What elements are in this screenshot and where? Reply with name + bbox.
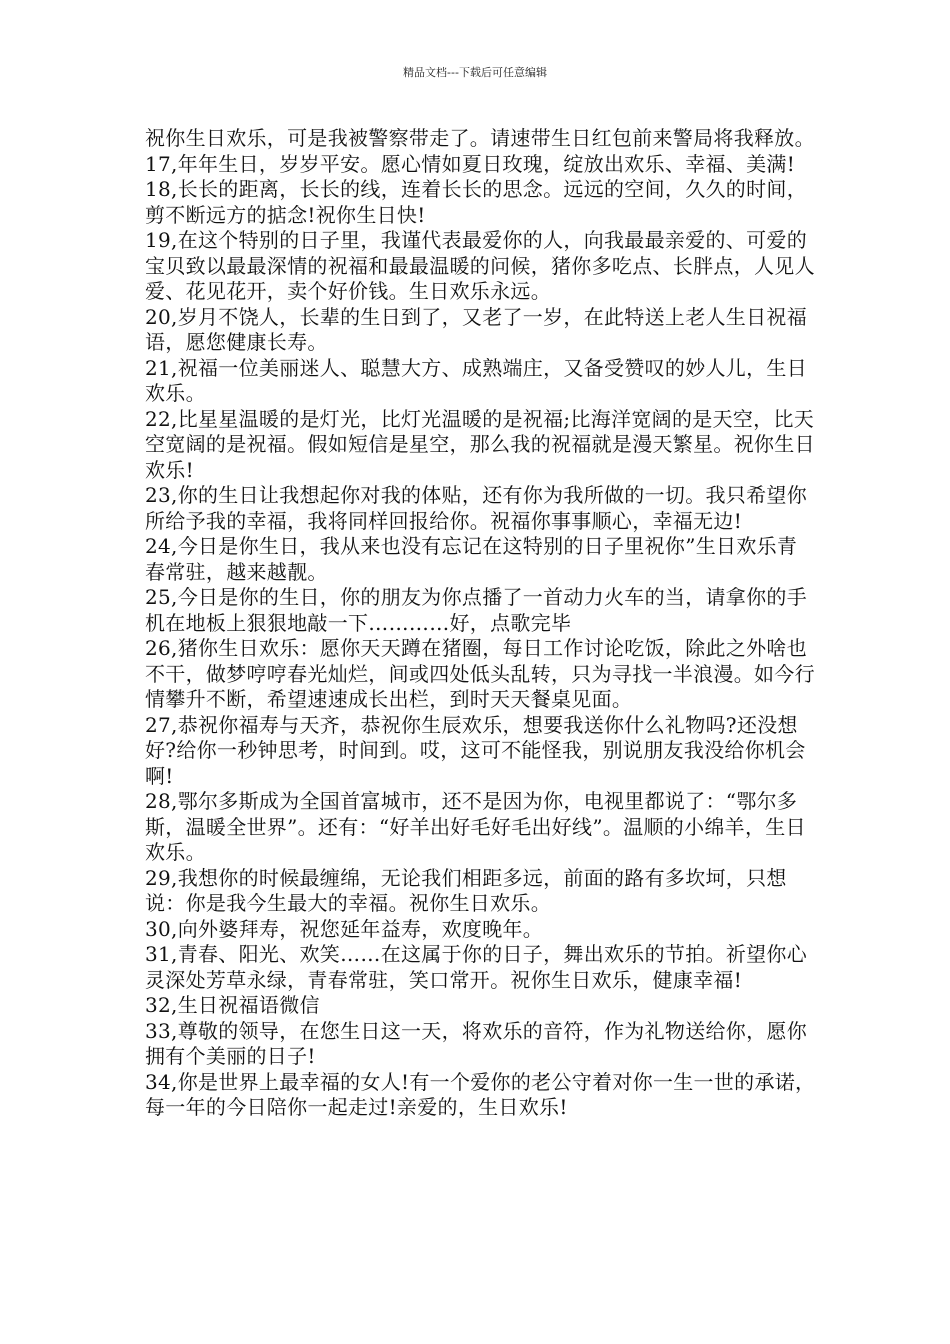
paragraph-21: 21,祝福一位美丽迷人、聪慧大方、成熟端庄，又备受赞叹的妙人儿，生日欢乐。: [145, 355, 808, 405]
paragraph-25: 25,今日是你的生日，你的朋友为你点播了一首动力火车的当，请拿你的手机在地板上狠狠地敲一下…………好，点歌完毕: [145, 585, 808, 635]
paragraph-33: 33,尊敬的领导，在您生日这一天，将欢乐的音符，作为礼物送给你，愿你拥有个美丽的日子!: [145, 1018, 808, 1068]
paragraph-30: 30,向外婆拜寿，祝您延年益寿，欢度晚年。: [145, 916, 544, 941]
paragraph-17: 17,年年生日，岁岁平安。愿心情如夏日玫瑰，绽放出欢乐、幸福、美满!: [145, 151, 796, 176]
paragraph-23: 23,你的生日让我想起你对我的体贴，还有你为我所做的一切。我只希望你所给予我的幸福，我将同样回报给你。祝福你事事顺心，幸福无边!: [145, 483, 808, 533]
paragraph-19: 19,在这个特别的日子里，我谨代表最爱你的人，向我最最亲爱的、可爱的宝贝致以最最深情的祝福和最最温暖的问候，猪你多吃点、长胖点，人见人爱、花见花开，卖个好价钱。生日欢乐永远。: [145, 228, 815, 303]
document-body: [145, 126, 817, 1121]
paragraph-20: 20,岁月不饶人，长辈的生日到了，又老了一岁，在此特送上老人生日祝福语，愿您健康长寿。: [145, 304, 808, 354]
paragraph-27: 27,恭祝你福寿与天齐，恭祝你生辰欢乐，想要我送你什么礼物吗?还没想好?给你一秒钟思考，时间到。哎，这可不能怪我，别说朋友我没给你机会啊!: [145, 712, 806, 788]
paragraph-intro: 祝你生日欢乐，可是我被警察带走了。请速带生日红包前来警局将我释放。: [145, 126, 815, 150]
paragraph-34: 34,你是世界上最幸福的女人!有一个爱你的老公守着对你一生一世的承诺，每一年的今日陪你一起走过!亲爱的，生日欢乐!: [145, 1069, 816, 1119]
paragraph-18: 18,长长的距离，长长的线，连着长长的思念。远远的空间，久久的时间，剪不断远方的掂念!祝你生日快!: [145, 177, 808, 227]
paragraph-32: 32,生日祝福语微信: [145, 993, 320, 1017]
paragraph-22: 22,比星星温暖的是灯光，比灯光温暖的是祝福;比海洋宽阔的是天空，比天空宽阔的是祝福。假如短信是星空，那么我的祝福就是漫天繁星。祝你生日欢乐!: [145, 406, 815, 482]
paragraph-24: 24,今日是你生日，我从来也没有忘记在这特别的日子里祝你”生日欢乐青春常驻，越来越靓。: [145, 534, 798, 584]
paragraph-26: 26,猪你生日欢乐：愿你天天蹲在猪圈，每日工作讨论吃饭，除此之外啥也不干，做梦哼哼春光灿烂，间或四处低头乱转，只为寻找一半浪漫。如今行情攀升不断，希望速速成长出栏，到时天天餐桌见面。: [145, 636, 815, 711]
paragraph-31: 31,青春、阳光、欢笑……在这属于你的日子，舞出欢乐的节拍。祈望你心灵深处芳草永绿，青春常驻，笑口常开。祝你生日欢乐，健康幸福!: [145, 942, 808, 992]
paragraph-29: 29,我想你的时候最缠绵，无论我们相距多远，前面的路有多坎坷，只想说：你是我今生最大的幸福。祝你生日欢乐。: [145, 865, 787, 915]
page-header: 精品文档---下载后可任意编辑: [403, 66, 547, 79]
paragraph-28: 28,鄂尔多斯成为全国首富城市，还不是因为你，电视里都说了：“鄂尔多斯，温暖全世界”。还有：“好羊出好毛好毛出好线”。温顺的小绵羊，生日欢乐。: [145, 789, 806, 864]
